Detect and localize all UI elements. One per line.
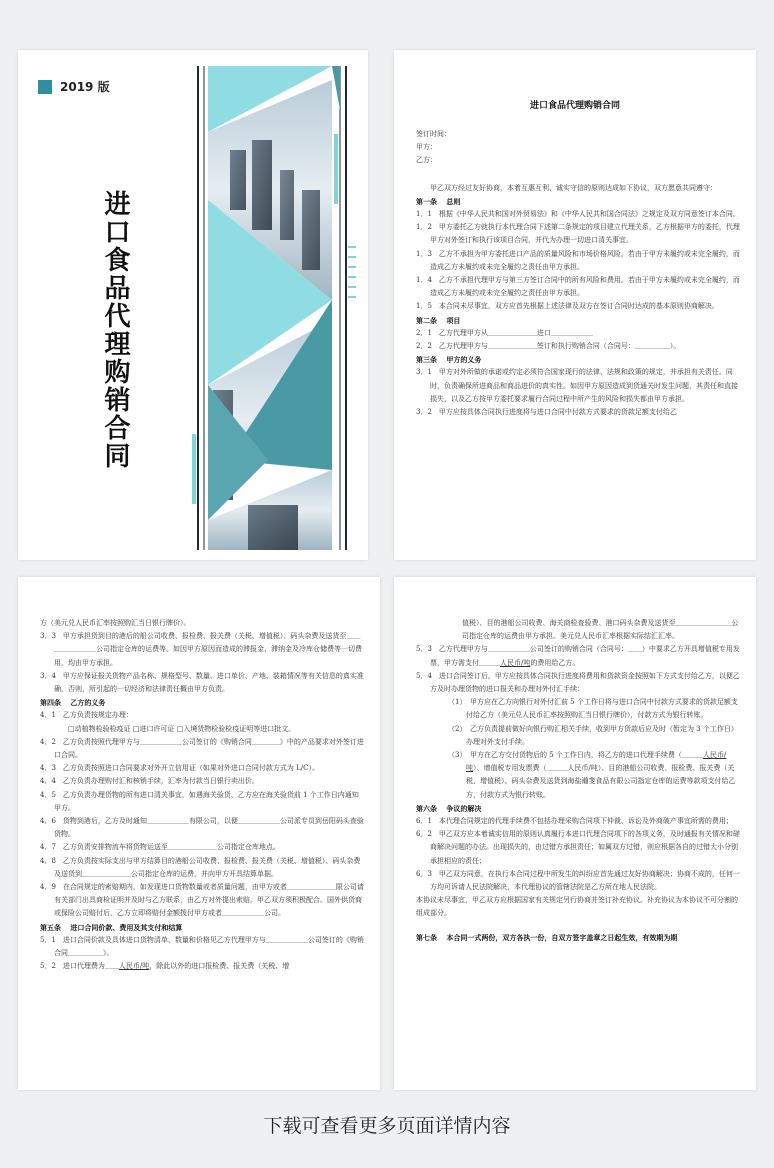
clause: 5．4 进口合同签订后，甲方应按具体合同执行进度将费用和货款资金按照如下方式支付给乙方，以便乙方及时办理货物的进口报关和办理对外付汇手续：: [416, 671, 740, 694]
clause: 3．3 甲方承担货到目的港后的船公司收费、报检费、报关费（关税、增值税）、码头杂费及送货至＿＿＿＿＿＿＿＿公司指定仓库的运费等。如因甲方原因而造成的滞报金、滞纳金及冷库仓储费等一切费用，均由甲方承担。: [40, 632, 362, 667]
cover-artwork: [18, 50, 368, 560]
contract-page-2: [18, 577, 380, 1090]
clause: 1．4 乙方不承担代理甲方与第三方签订合同中的所有风险和费用。若由于甲方未履约或未完全履约，而造成乙方未履约或未完全履约之责任由甲方承担。: [416, 276, 740, 298]
section-heading: 第二条 项目: [416, 315, 461, 325]
clause: 4．8 乙方负责按实际支出与甲方结算目的港船公司收费、报检费、报关费（关税、增值税）、码头杂费及送货到＿＿＿＿＿＿＿公司指定仓库的运费，并向甲方开具结算单据。: [40, 856, 361, 878]
field-sign-date: 签订时间：: [416, 130, 451, 138]
clause-text: 5．2 进口代理费为＿＿: [40, 962, 119, 971]
clause: 方（美元兑人民币汇率按照购汇当日银行牌价）。: [40, 619, 191, 627]
clause: 6．3 甲乙双方同意，在执行本合同过程中所发生的纠纷应首先通过友好协商解决；协商不成的，任何一方均可诉请人民法院解决，本代理协议的管辖法院是乙方所在地人民法院。: [416, 869, 740, 892]
edition-square-icon: [38, 80, 52, 94]
download-more-link[interactable]: 下载可查看更多页面详情内容: [263, 1115, 511, 1137]
clause: 1．3 乙方不承担为甲方委托进口产品的质量风险和市场价格风险。若由于甲方未履约或未完全履约，而造成乙方未履约或未完全履约之责任由甲方承担。: [416, 249, 740, 271]
contract-page-1: [394, 50, 756, 560]
clause-text: （3） 甲方在乙方交付货物后的 5 个工作日内，将乙方的进口代理手续费（＿＿＿: [448, 751, 703, 760]
clause: 6．2 甲乙双方应本着诚实信用的原则认真履行本进口代理合同项下的各项义务，及时通报有关情况和磋商解决问题的办法。出现损失的，由过错方承担责任；如属双方过错，则应根据各自的过错大小分别承担相应的责任；: [416, 830, 740, 865]
contract-page-3: [394, 577, 756, 1090]
section-heading: 第四条 乙方的义务: [40, 698, 106, 708]
clause: 2．1 乙方代理甲方从＿＿＿＿＿＿＿进口＿＿＿＿＿＿: [416, 328, 593, 337]
sub-clause: （1） 甲方应在乙方向银行对外付汇前 5 个工作日将与进口合同中付款方式要求的货款足额支付给乙方（美元兑人民币汇率按照购汇当日银行牌价），付款方式为银行转账。: [448, 698, 738, 720]
clause: [40, 960, 364, 973]
clause: 4．9 在合同规定的索赔期内，如发现进口货物数量或者质量问题，由甲方或者＿＿＿＿＿＿＿限公司请有关部门出具商检证明并及时与乙方联系，由乙方对外提出索赔。甲乙双方须积极配合。国外供货商或保险公司赔付后，乙方立即将赔付金额拨付甲方或者＿＿＿＿＿＿公司。: [40, 883, 364, 918]
page-2-body: [40, 617, 364, 973]
section-heading: 第五条 进口合同价款、费用及其支付和结算: [40, 922, 183, 932]
field-party-a: 甲方：: [416, 143, 437, 152]
clause: 本协议未尽事宜，甲乙双方应根据国家有关规定另行协商并签订补充协议。补充协议为本协议不可分割的组成部分。: [416, 896, 738, 918]
cover-edition: [38, 78, 110, 95]
clause-text: 5．3 乙方代理甲方与＿＿＿＿＿＿公司签订的购销合同（合同号：＿＿）中要求乙方开具增值税专用发票，甲方需支付＿＿＿: [416, 645, 740, 667]
field-party-b: 乙方：: [416, 156, 437, 165]
clause: 4．4 乙方负责办理购付汇和核销手续，汇率为付款当日银行卖出价。: [40, 777, 259, 786]
underlined-value: 人民币/吨: [118, 962, 150, 971]
section-heading: 第三条 甲方的义务: [416, 355, 482, 365]
clause: 1．1 根据《中华人民共和国对外贸易法》和《中华人民共和国合同法》之规定及双方同意签订本合同。: [416, 210, 740, 219]
cover-title: 进口食品代理购销合同: [100, 190, 130, 470]
clause: 4．2 乙方负责按照代理甲方与＿＿＿＿＿＿公司签订的《购销合同＿＿＿＿》中的产品要求对外签订进口合同。: [40, 737, 364, 760]
clause: 4．3 乙方负责按照进口合同要求对外开立信用证（如果对外进口合同付款方式为 L/C）。: [40, 764, 319, 773]
clause: 6．1 本代理合同规定的代理手续费不包括办理采购合同项下仲裁、诉讼及外商破产事宜所需的费用；: [416, 817, 733, 826]
clause: 1．2 甲方委托乙方就执行本代理合同下述第二条规定的项目建立代理关系，乙方根据甲方的委托，代理甲方对外签订和执行该项目合同，并代为办理一切进口清关事宜。: [416, 223, 740, 245]
section-heading: 第一条 总则: [416, 196, 461, 206]
document-title: 进口食品代理购销合同: [529, 101, 620, 111]
clause: 3．1 甲方对外所做的承诺或约定必须符合国家现行的法律、法规和政策的规定，并承担有关责任。同时，负责确保所进商品和商品进价的真实性。如因甲方原因造成到货通关时发生问题，其责任和直接损失，以及乙方按甲方委托要求履行合同过程中所产生的风险和损失都由甲方承担。: [416, 368, 738, 403]
clause: 3．4 甲方应保证报关货物产品名称、规格型号、数量、进口单价、产地、装箱情况等有关信息的真实准确，否则，所引起的一切经济和法律责任概由甲方负责。: [40, 671, 364, 694]
clause: 1．5 本合同未尽事宜，双方应首先根据上述法律及双方在签订合同时达成的基本原则协商解决。: [416, 302, 719, 311]
checkbox-options: □动植物检验检疫证 □进口许可证 □入境货物检验检疫证明等进口批文。: [68, 724, 296, 733]
clause: 3．2 甲方应按具体合同执行进度将与进口合同中付款方式要求的货款足额支付给乙: [416, 408, 677, 417]
clause-text: ）、增值税专用发票费（＿＿＿人民币/吨）、目的港船公司收费、报检费、报关费（关税、增值税）、码头杂费及送货到海盐瀚斐食品有限公司指定仓库的运费等款项支付给乙方，付款方式为银行转账。: [466, 764, 736, 799]
sub-clause: （2） 乙方负责提前做好向银行购汇相关手续，收到甲方货款后应及时（暂定为 3 个工作日）办理对外支付手续。: [448, 724, 738, 746]
intro-paragraph: 甲乙双方经过友好协商，本着互惠互利、诚实守信的原则达成如下协议，双方愿意共同遵守：: [430, 183, 717, 192]
clause: 4．7 乙方负责安排物流车将货物运送至＿＿＿＿＿＿＿公司指定仓库地点。: [40, 843, 280, 852]
section-heading: 第七条 本合同一式两份，双方各执一份，自双方签字盖章之日起生效，有效期为期: [416, 932, 678, 942]
clause: 4．5 乙方负责办理货物的所有进口清关事宜，如遇海关验货，乙方应在海关验货前 1 个工作日内通知甲方。: [40, 790, 359, 812]
clause: 2．2 乙方代理甲方与＿＿＿＿＿＿＿签订和执行购销合同（合同号：＿＿＿＿＿）。: [416, 342, 681, 351]
clause: 值税）、目的港船公司收费、海关商检查验费、港口码头杂费及送货至＿＿＿＿＿＿＿＿公司指定仓库的运费由甲方承担。美元兑人民币汇率根据实际结汇汇率。: [462, 619, 739, 641]
underlined-value: 人民币/吨: [466, 751, 727, 773]
sub-clause: [416, 749, 740, 802]
clause: 4．6 货物到港后，乙方及时通知＿＿＿＿＿＿有限公司，以便＿＿＿＿＿＿公司派专员到岳阳码头查验货物。: [40, 817, 364, 839]
clause: 4．1 乙方负责按规定办理：: [40, 711, 133, 720]
page-3-body: [416, 617, 740, 944]
underlined-value: 人民币/吨: [500, 658, 531, 667]
page-1-body: [416, 128, 740, 419]
clause: 5．1 进口合同价款及具体进口货物清单、数量和价格见乙方代理甲方与＿＿＿＿＿＿公司签订的《购销合同＿＿＿＿＿》。: [40, 935, 364, 958]
clause-text: ，除此以外的进口报检费、报关费（关税、增: [149, 962, 290, 971]
clause-text: 的费用给乙方。: [530, 658, 580, 667]
section-heading: 第六条 争议的解决: [416, 803, 482, 813]
cover-page: [18, 50, 368, 560]
clause: [416, 643, 740, 669]
cover-edition-label: 2019 版: [60, 80, 110, 94]
